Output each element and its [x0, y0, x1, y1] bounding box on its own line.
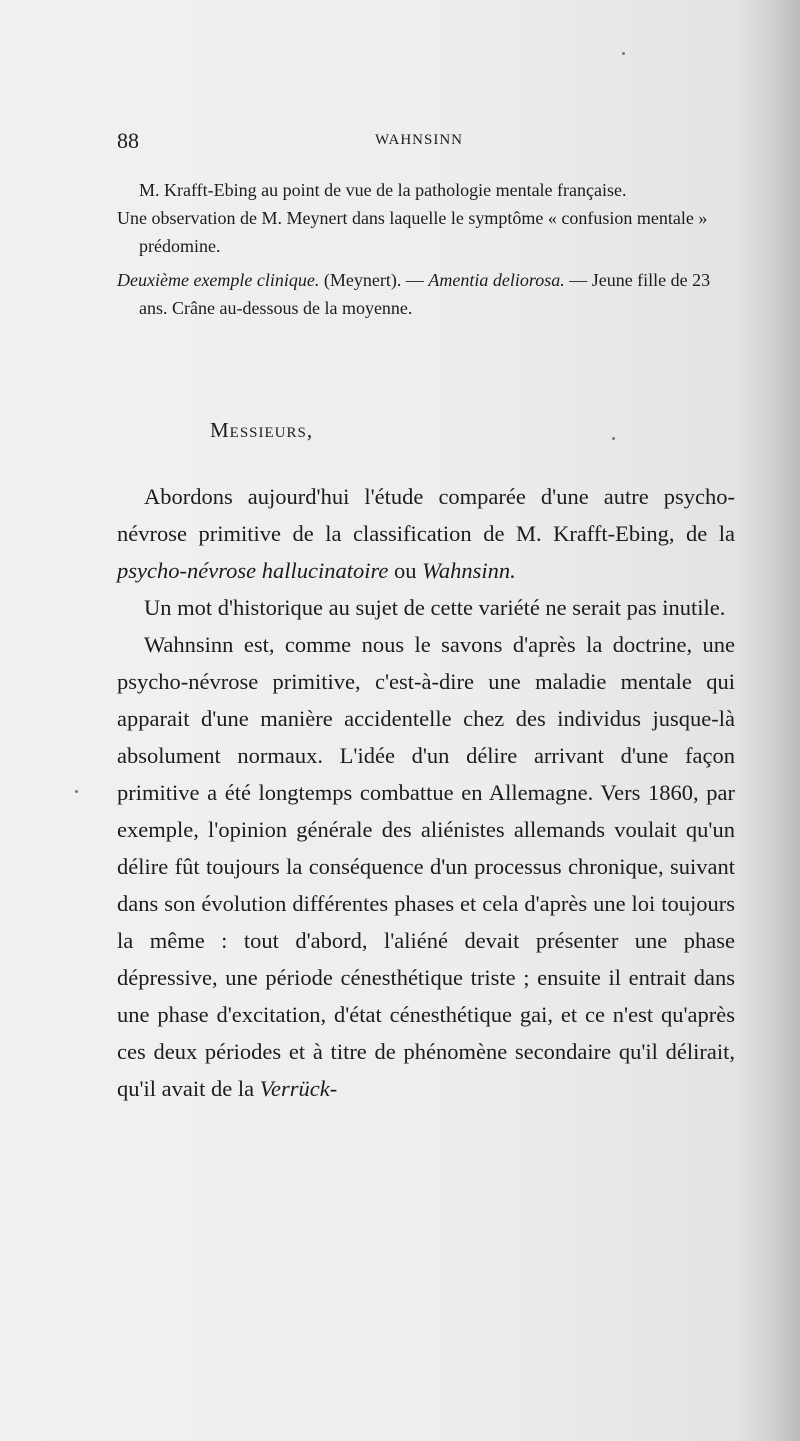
- scan-speck: [622, 52, 625, 55]
- paragraph: Un mot d'historique au sujet de cette variété ne serait pas inutile.: [144, 595, 726, 620]
- paragraph: Abordons aujourd'hui l'étude comparée d'une autre psycho-névrose primitive de la classification de M. Krafft-Ebing, de la psycho-névrose hallucinatoire ou Wahnsinn.: [117, 484, 735, 583]
- scan-speck: [75, 790, 78, 793]
- chapter-summary: [117, 176, 737, 322]
- salutation: Messieurs,: [210, 418, 314, 442]
- running-head: WAHNSINN: [375, 132, 463, 148]
- page-header: [117, 128, 737, 158]
- summary-item: Une observation de M. Meynert dans laquelle le symptôme « confusion mentale » prédomine.: [117, 208, 708, 256]
- summary-item: M. Krafft-Ebing au point de vue de la pathologie mentale française.: [139, 180, 627, 200]
- scan-speck: [612, 437, 615, 440]
- paragraph: Wahnsinn est, comme nous le savons d'après la doctrine, une psycho-névrose primitive, c'est-à-dire une maladie mentale qui apparait d'une manière accidentelle chez des individus jusque-là absolument normaux. L'idée d'un délire arrivant d'une façon primitive a été longtemps combattue en Allemagne. Vers 1860, par exemple, l'opinion générale des aliénistes allemands voulait qu'un délire fût toujours la conséquence d'un processus chronique, suivant dans son évolution différentes phases et cela d'après une loi toujours la même : tout d'abord, l'aliéné devait présenter une phase dépressive, une période cénesthétique triste ; ensuite il entrait dans une phase d'excitation, d'état cénesthétique gai, et ce n'est qu'après ces deux périodes et à titre de phénomène secondaire qu'il délirait, qu'il avait de la Verrück-: [117, 632, 735, 1101]
- page-number: 88: [117, 128, 139, 153]
- body-text: [117, 478, 735, 1107]
- summary-item: Deuxième exemple clinique. (Meynert). — Amentia deliorosa. — Jeune fille de 23 ans. Crâne au-dessous de la moyenne.: [117, 270, 711, 318]
